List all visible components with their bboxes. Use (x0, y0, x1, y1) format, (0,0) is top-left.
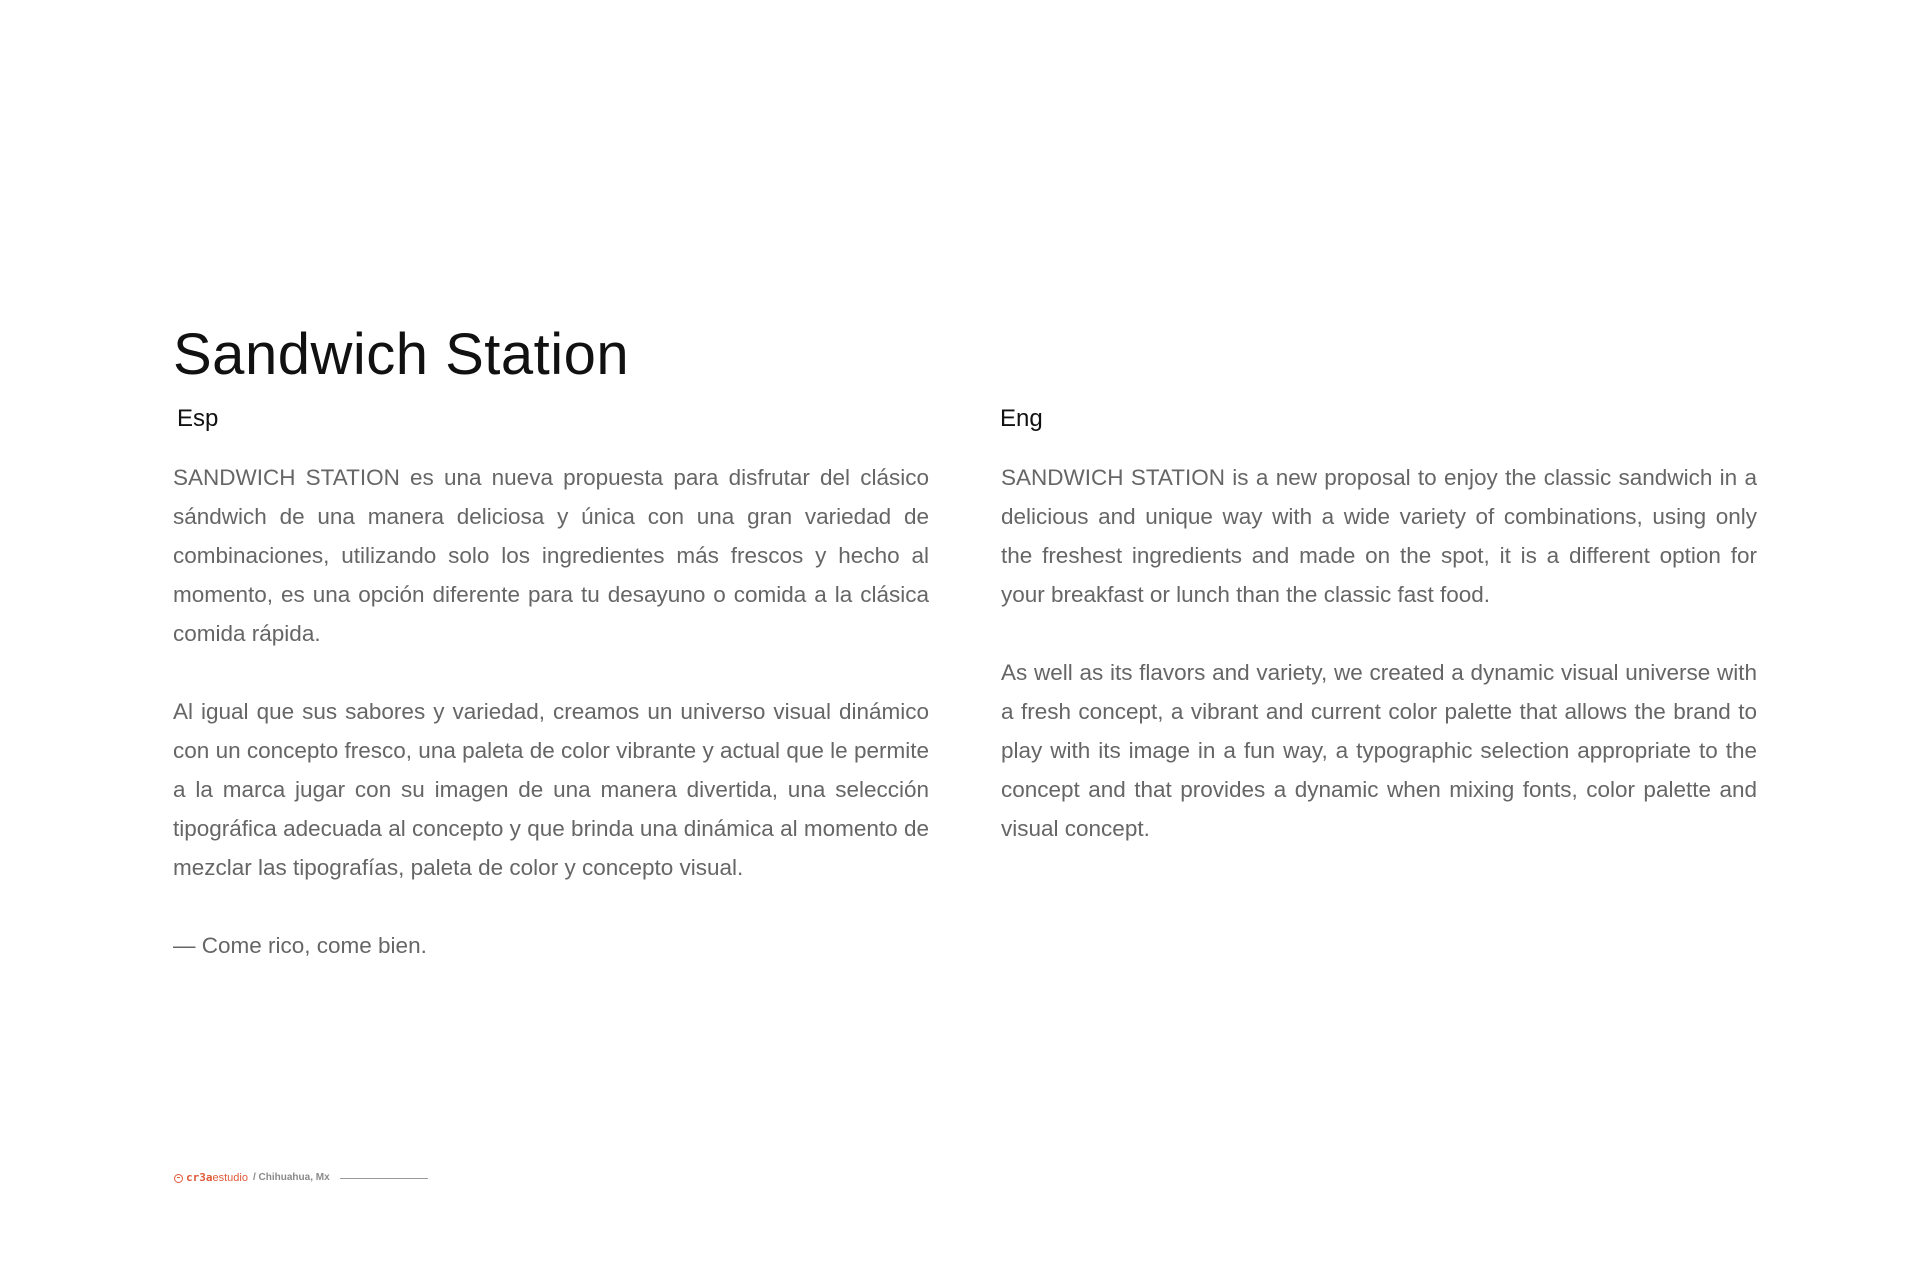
footer (174, 1171, 428, 1185)
english-column (1001, 402, 1757, 887)
english-label: Eng (1000, 405, 1043, 432)
english-paragraph-2: As well as its flavors and variety, we created a dynamic visual universe with a fresh concept, a vibrant and current color palette that allows the brand to play with its image in a fun way, a typographic selection appropriate to the concept and that provides a dynamic when mixing fonts, color palette and visual concept. (1001, 660, 1757, 841)
footer-divider (340, 1178, 428, 1179)
brand-name-light: estudio (212, 1172, 248, 1184)
spanish-paragraph-1: SANDWICH STATION es una nueva propuesta para disfrutar del clásico sándwich de una manera deliciosa y única con una gran variedad de combinaciones, utilizando solo los ingredientes más frescos y hecho al momento, es una opción diferente para tu desayuno o comida a la clásica comida rápida. (173, 465, 929, 646)
page-title: Sandwich Station (173, 322, 630, 387)
brand-circle-icon (174, 1174, 183, 1183)
spanish-label: Esp (177, 405, 219, 432)
english-paragraph-1: SANDWICH STATION is a new proposal to enjoy the classic sandwich in a delicious and unique way with a wide variety of combinations, using only the freshest ingredients and made on the spot, it is a different option for your breakfast or lunch than the classic fast food. (1001, 465, 1757, 607)
location-text: / Chihuahua, Mx (252, 1172, 330, 1183)
spanish-tagline: — Come rico, come bien. (173, 933, 427, 958)
spanish-paragraph-2: Al igual que sus sabores y variedad, creamos un universo visual dinámico con un concepto fresco, una paleta de color vibrante y actual que le permite a la marca jugar con su imagen de una manera divertida, una selección tipográfica adecuada al concepto y que brinda una dinámica al momento de mezclar las tipografías, paleta de color y concepto visual. (173, 699, 929, 880)
brand-name-bold: cr3a (186, 1171, 213, 1184)
spanish-column (173, 402, 929, 965)
